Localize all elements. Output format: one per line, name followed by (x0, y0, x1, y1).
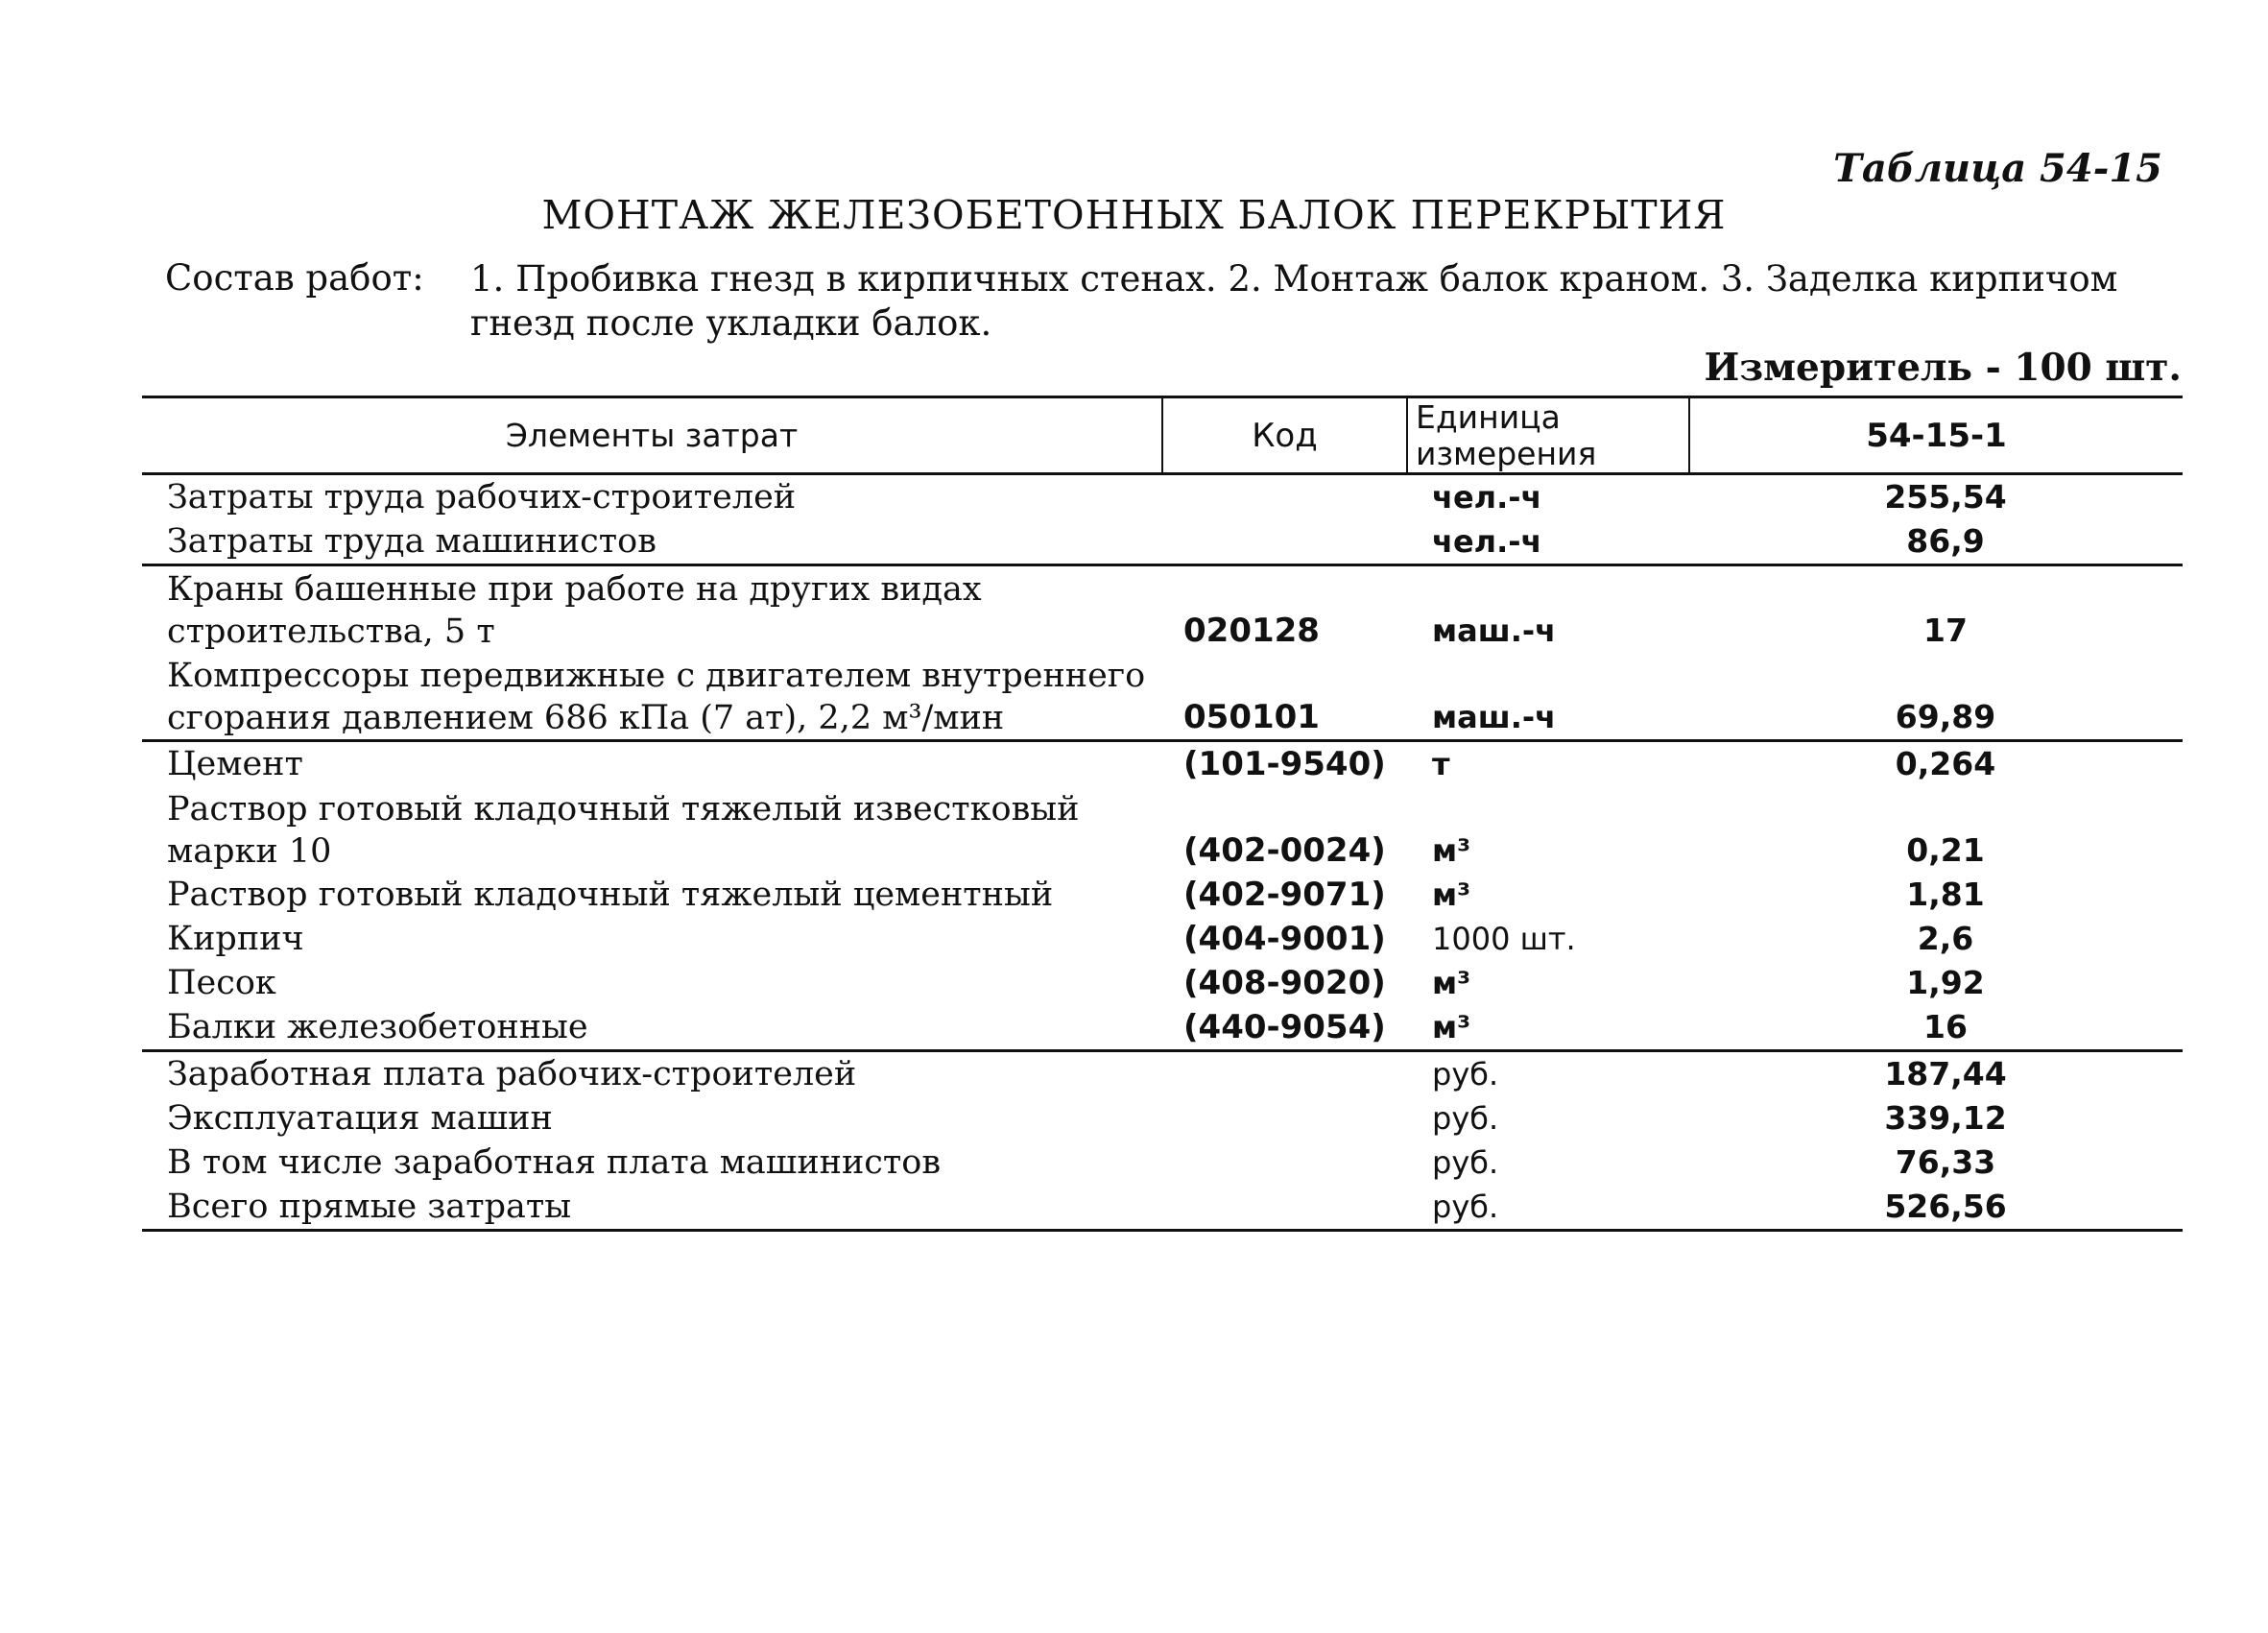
row-name: Кирпич (167, 920, 304, 958)
row-value: 69,89 (1689, 653, 2183, 741)
header-unit: Единица измерения (1407, 397, 1689, 474)
row-name: В том числе заработная плата машинистов (167, 1143, 942, 1182)
row-code: (101-9540) (1183, 745, 1386, 783)
table-row (142, 1051, 2183, 1097)
row-unit: руб. (1407, 1185, 1689, 1231)
row-unit: руб. (1432, 1056, 1499, 1093)
row-unit: 1000 шт. (1432, 921, 1576, 957)
table-row (142, 474, 2183, 520)
cost-table (142, 396, 2183, 1232)
header-code: Код (1162, 397, 1407, 474)
row-unit: м³ (1432, 877, 1471, 913)
row-name: Заработная плата рабочих-строителей (167, 1055, 857, 1093)
row-unit: руб. (1432, 1144, 1499, 1181)
row-code (1162, 1141, 1407, 1185)
row-code: (440-9054) (1162, 1005, 1407, 1051)
row-unit: м³ (1432, 965, 1471, 1001)
row-code (1162, 1185, 1407, 1231)
row-unit: руб. (1432, 1100, 1499, 1137)
row-unit: чел.-ч (1407, 519, 1689, 565)
row-code (1162, 1051, 1407, 1097)
table-row (142, 653, 2183, 741)
work-composition-label: Состав работ: (165, 257, 424, 299)
table-row (142, 1141, 2183, 1185)
work-composition-text: 1. Пробивка гнезд в кирпичных стенах. 2. Монтаж балок краном. 3. Заделка кирпичом гнезд после укладки балок. (470, 258, 2118, 344)
document-title: МОНТАЖ ЖЕЛЕЗОБЕТОННЫХ БАЛОК ПЕРЕКРЫТИЯ (541, 192, 1727, 238)
row-name: Балки железобетонные (142, 1005, 1162, 1051)
table-header-row (142, 397, 2183, 474)
table-row (142, 1005, 2183, 1051)
row-name: Затраты труда рабочих-строителей (167, 478, 797, 516)
row-name: Затраты труда машинистов (142, 519, 1162, 565)
row-code (1162, 474, 1407, 520)
row-name: Раствор готовый кладочный тяжелый известковый марки 10 (167, 790, 1080, 871)
header-elements: Элементы затрат (142, 397, 1162, 474)
row-code: (404-9001) (1183, 920, 1386, 958)
table-row (142, 565, 2183, 654)
table-row (142, 1096, 2183, 1141)
row-name: Всего прямые затраты (142, 1185, 1162, 1231)
measure-unit: Измеритель - 100 шт. (1704, 346, 2182, 390)
row-unit: чел.-ч (1432, 479, 1542, 516)
row-name: Краны башенные при работе на других видах строительства, 5 т (167, 570, 982, 651)
row-value: 0,264 (1895, 745, 1996, 782)
header-norm: 54-15-1 (1689, 397, 2183, 474)
row-value: 16 (1689, 1005, 2183, 1051)
row-unit: т (1432, 746, 1450, 782)
row-value: 17 (1923, 612, 1968, 649)
table-number: Таблица 54-15 (1833, 146, 2162, 191)
row-value: 339,12 (1884, 1099, 2007, 1137)
row-code (1162, 1096, 1407, 1141)
table-row (142, 519, 2183, 565)
row-name: Эксплуатация машин (167, 1099, 553, 1138)
table-row (142, 873, 2183, 917)
row-name: Раствор готовый кладочный тяжелый цементный (167, 876, 1054, 914)
row-name: Цемент (167, 745, 303, 783)
row-value: 2,6 (1917, 920, 1974, 957)
row-unit: маш.-ч (1407, 653, 1689, 741)
row-code: 020128 (1183, 612, 1320, 650)
row-value: 255,54 (1884, 478, 2007, 516)
table-row (142, 1185, 2183, 1231)
row-unit: маш.-ч (1432, 612, 1557, 649)
row-value: 1,92 (1906, 964, 1985, 1001)
row-code (1162, 519, 1407, 565)
row-code: (408-9020) (1183, 964, 1386, 1002)
row-value: 187,44 (1884, 1055, 2007, 1093)
table-row (142, 786, 2183, 873)
row-name: Песок (167, 964, 276, 1002)
row-code: (402-9071) (1183, 876, 1386, 914)
row-value: 0,21 (1906, 831, 1985, 869)
row-code: (402-0024) (1183, 831, 1386, 870)
row-value: 1,81 (1906, 876, 1985, 913)
row-value: 86,9 (1689, 519, 2183, 565)
table-row (142, 741, 2183, 787)
table-row (142, 961, 2183, 1005)
row-value: 76,33 (1895, 1143, 1996, 1181)
row-name: Компрессоры передвижные с двигателем внутреннего сгорания давлением 686 кПа (7 ат), 2,2 м³/мин (142, 653, 1162, 741)
row-unit: м³ (1432, 832, 1471, 869)
row-unit: м³ (1407, 1005, 1689, 1051)
row-value: 526,56 (1689, 1185, 2183, 1231)
table-row (142, 917, 2183, 961)
row-code: 050101 (1162, 653, 1407, 741)
